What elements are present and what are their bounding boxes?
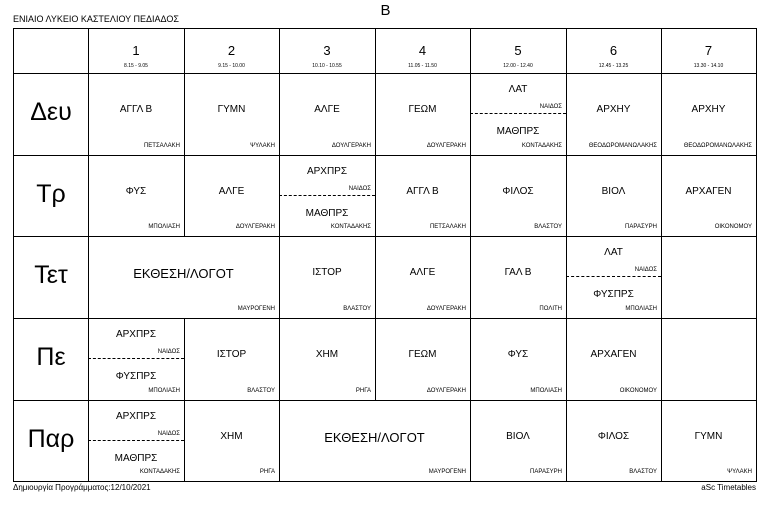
lesson-teacher: ΔΟΥΛΓΕΡΑΚΗ: [235, 224, 275, 230]
lesson-teacher: ΠΑΡΑΣΥΡΗ: [625, 224, 657, 230]
lesson-teacher: ΘΕΟΔΩΡΟΜΑΝΩΛΑΚΗΣ: [588, 143, 657, 149]
lesson-subject[interactable]: ΙΣΤΟΡ: [216, 349, 247, 360]
lesson-teacher: ΒΛΑΣΤΟΥ: [247, 388, 275, 394]
day-label: Πε: [36, 343, 66, 371]
day-label: Τρ: [36, 179, 66, 208]
lesson-teacher: ΒΛΑΣΤΟΥ: [343, 306, 371, 312]
grid-line: [184, 29, 185, 73]
period-time: 13.30 - 14.10: [693, 63, 724, 69]
period-time: 10.10 - 10.55: [312, 63, 342, 69]
grid-line: [566, 29, 567, 73]
lesson-teacher: ΠΕΤΣΑΛΑΚΗ: [143, 143, 180, 149]
lesson-teacher: ΜΠΟΛΙΑΣΗ: [148, 388, 180, 394]
period-time: 9.15 - 10.00: [218, 63, 245, 69]
created-date: Δημιουργία Προγράμματος:12/10/2021: [13, 483, 151, 492]
lesson-teacher: ΒΛΑΣΤΟΥ: [534, 224, 562, 230]
lesson-subject[interactable]: ΧΗΜ: [315, 349, 339, 360]
lesson-teacher: ΘΕΟΔΩΡΟΜΑΝΩΛΑΚΗΣ: [683, 143, 752, 149]
lesson-teacher: ΠΕΤΣΑΛΑΚΗ: [429, 224, 466, 230]
lesson-subject[interactable]: ΒΙΟΛ: [506, 430, 530, 442]
grid-line: [279, 29, 280, 73]
lesson-subject[interactable]: ΑΓΓΛ Β: [406, 185, 439, 197]
grid-line: [14, 236, 756, 237]
lesson-subject[interactable]: ΑΛΓΕ: [218, 185, 245, 197]
lesson-teacher: ΡΗΓΑ: [355, 388, 371, 394]
lesson-subject[interactable]: ΓΥΜΝ: [694, 430, 723, 442]
grid-line: [375, 29, 376, 73]
lesson-subject[interactable]: ΦΙΛΟΣ: [502, 185, 534, 197]
period-number: 5: [514, 43, 522, 58]
grid-line: [661, 236, 662, 318]
lesson-subject[interactable]: ΕΚΘΕΣΗ/ΛΟΓΟΤ: [324, 429, 425, 445]
lesson-teacher: ΡΗΓΑ: [259, 469, 275, 475]
lesson-subject[interactable]: ΒΙΟΛ: [601, 185, 626, 197]
lesson-teacher: ΜΑΥΡΟΓΕΝΗ: [428, 469, 466, 475]
lesson-subject[interactable]: ΛΑΤ: [508, 84, 528, 95]
grid-line: [14, 73, 756, 74]
lesson-subject[interactable]: ΧΗΜ: [220, 430, 243, 442]
lesson-teacher: ΜΠΟΛΙΑΣΗ: [625, 306, 657, 312]
grid-line: [661, 318, 662, 400]
grid-line: [470, 29, 471, 73]
generator-credit: aSc Timetables: [701, 483, 756, 492]
grid-line: [661, 29, 662, 73]
lesson-subject[interactable]: ΓΕΩΜ: [408, 349, 437, 360]
period-number: 6: [609, 43, 618, 58]
lesson-teacher: ΜΠΟΛΙΑΣΗ: [530, 388, 562, 394]
split-divider: [470, 113, 566, 114]
lesson-teacher: ΔΟΥΛΓΕΡΑΚΗ: [426, 306, 466, 312]
lesson-teacher: ΜΠΟΛΙΑΣΗ: [148, 224, 180, 230]
split-divider: [566, 276, 661, 277]
lesson-subject[interactable]: ΑΡΧΠΡΣ: [115, 411, 157, 422]
period-time: 11.05 - 11.50: [408, 63, 437, 69]
lesson-subject[interactable]: ΜΑΘΠΡΣ: [496, 126, 540, 137]
lesson-teacher: ΠΑΡΑΣΥΡΗ: [530, 469, 562, 475]
lesson-teacher: ΠΟΛΙΤΗ: [539, 306, 562, 312]
lesson-subject[interactable]: ΑΡΧΠΡΣ: [306, 166, 348, 177]
lesson-teacher: ΚΟΝΤΑΔΑΚΗΣ: [139, 469, 180, 475]
period-time: 8.15 - 9.05: [124, 63, 148, 69]
lesson-subject[interactable]: ΦΙΛΟΣ: [597, 430, 630, 442]
lesson-teacher: ΝΑΙΔΟΣ: [348, 185, 371, 192]
period-number: 4: [418, 43, 427, 58]
lesson-teacher: ΒΛΑΣΤΟΥ: [629, 469, 657, 475]
grid-line: [14, 318, 756, 319]
lesson-subject[interactable]: ΕΚΘΕΣΗ/ΛΟΓΟΤ: [133, 266, 234, 281]
lesson-subject[interactable]: ΑΛΓΕ: [409, 267, 436, 278]
lesson-teacher: ΝΑΙΔΟΣ: [157, 430, 180, 437]
lesson-subject[interactable]: ΙΣΤΟΡ: [312, 267, 342, 278]
lesson-teacher: ΝΑΙΔΟΣ: [157, 349, 180, 355]
lesson-teacher: ΔΟΥΛΓΕΡΑΚΗ: [426, 143, 466, 149]
lesson-subject[interactable]: ΦΥΣ: [125, 185, 147, 197]
grid-line: [14, 400, 756, 401]
lesson-subject[interactable]: ΑΛΓΕ: [314, 104, 340, 115]
period-time: 12.45 - 13.25: [598, 63, 629, 69]
lesson-subject[interactable]: ΑΡΧΑΓΕΝ: [685, 185, 732, 197]
lesson-subject[interactable]: ΜΑΘΠΡΣ: [114, 452, 158, 464]
lesson-subject[interactable]: ΓΑΛ Β: [504, 267, 532, 278]
period-number: 7: [704, 43, 713, 58]
lesson-teacher: ΚΟΝΤΑΔΑΚΗΣ: [521, 143, 562, 149]
timetable-grid: [13, 28, 757, 482]
lesson-teacher: ΨΥΛΑΚΗ: [727, 469, 752, 475]
period-number: 3: [323, 43, 331, 58]
period-time: 12.00 - 12.40: [503, 63, 533, 69]
lesson-teacher: ΔΟΥΛΓΕΡΑΚΗ: [426, 388, 466, 394]
school-name: ΕΝΙΑΙΟ ΛΥΚΕΙΟ ΚΑΣΤΕΛΙΟΥ ΠΕΔΙΑΔΟΣ: [13, 14, 179, 24]
period-number: 1: [132, 43, 140, 58]
lesson-subject[interactable]: ΑΡΧΑΓΕΝ: [590, 349, 637, 360]
class-name: B: [380, 2, 391, 19]
lesson-subject[interactable]: ΑΓΓΛ Β: [119, 104, 153, 115]
split-divider: [88, 358, 184, 359]
lesson-teacher: ΟΙΚΟΝΟΜΟΥ: [714, 224, 752, 230]
day-label: Τετ: [34, 261, 68, 289]
lesson-subject[interactable]: ΑΡΧΗΥ: [691, 104, 726, 115]
lesson-teacher: ΜΑΥΡΟΓΕΝΗ: [237, 306, 275, 312]
grid-line: [14, 155, 756, 156]
lesson-subject[interactable]: ΓΕΩΜ: [408, 104, 437, 115]
lesson-subject[interactable]: ΓΥΜΝ: [217, 104, 246, 115]
lesson-subject[interactable]: ΦΥΣ: [507, 349, 529, 360]
lesson-subject[interactable]: ΜΑΘΠΡΣ: [305, 207, 349, 219]
day-label: Παρ: [27, 424, 75, 453]
day-label: Δευ: [30, 98, 72, 126]
lesson-teacher: ΟΙΚΟΝΟΜΟΥ: [619, 388, 657, 394]
lesson-teacher: ΝΑΙΔΟΣ: [634, 267, 657, 273]
lesson-teacher: ΔΟΥΛΓΕΡΑΚΗ: [331, 143, 371, 149]
split-divider: [279, 195, 375, 196]
lesson-subject[interactable]: ΦΥΣΠΡΣ: [115, 371, 157, 382]
split-divider: [88, 440, 184, 441]
period-number: 2: [227, 43, 236, 58]
lesson-subject[interactable]: ΑΡΧΗΥ: [596, 104, 631, 115]
lesson-teacher: ΨΥΛΑΚΗ: [250, 143, 275, 149]
lesson-subject[interactable]: ΑΡΧΠΡΣ: [115, 329, 157, 340]
lesson-subject[interactable]: ΦΥΣΠΡΣ: [593, 289, 634, 300]
lesson-teacher: ΚΟΝΤΑΔΑΚΗΣ: [330, 224, 371, 230]
lesson-teacher: ΝΑΙΔΟΣ: [539, 104, 562, 110]
lesson-subject[interactable]: ΛΑΤ: [604, 247, 623, 258]
